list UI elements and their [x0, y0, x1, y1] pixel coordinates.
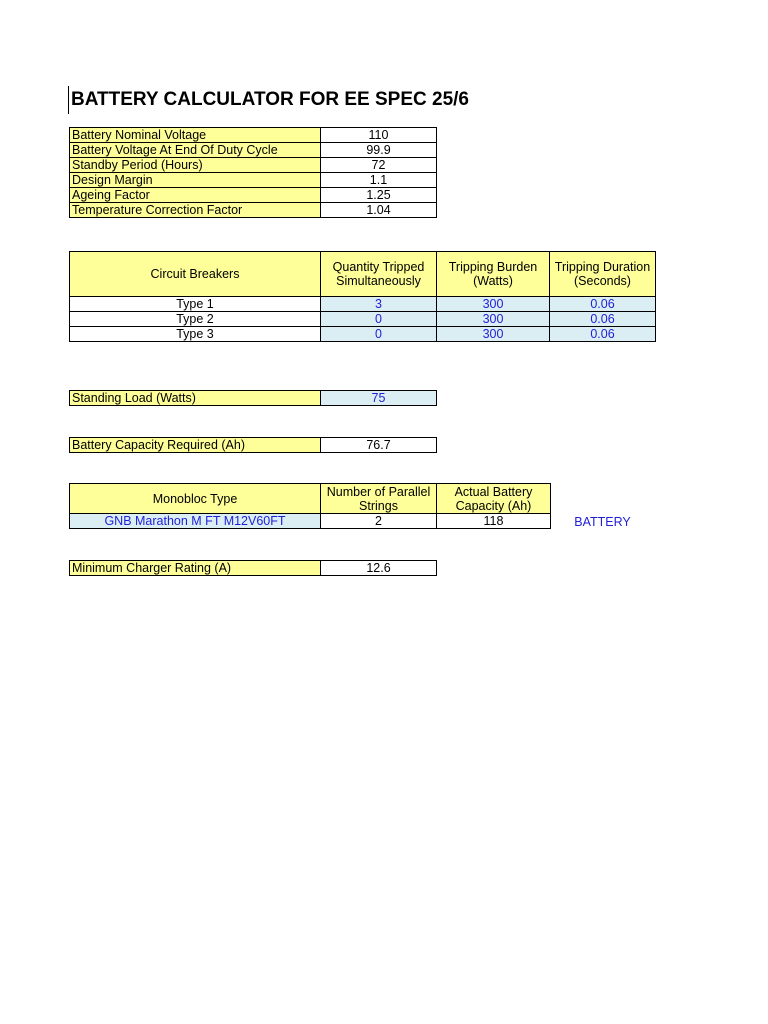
standing-load-table [69, 390, 437, 406]
breaker-type: Type 2 [70, 312, 321, 327]
breaker-burden-input[interactable]: 300 [437, 312, 550, 327]
header-monobloc-type: Monobloc Type [70, 484, 321, 514]
param-label: Temperature Correction Factor [70, 203, 321, 218]
header-tripping-duration: Tripping Duration (Seconds) [550, 252, 656, 297]
capacity-required-table [69, 437, 437, 453]
table-row [70, 438, 437, 453]
breaker-type: Type 1 [70, 297, 321, 312]
table-header-row [70, 484, 551, 514]
table-row [70, 173, 437, 188]
capacity-required-value: 76.7 [321, 438, 437, 453]
standing-load-label: Standing Load (Watts) [70, 391, 321, 406]
param-label: Battery Voltage At End Of Duty Cycle [70, 143, 321, 158]
charger-rating-label: Minimum Charger Rating (A) [70, 561, 321, 576]
param-label: Battery Nominal Voltage [70, 128, 321, 143]
charger-rating-table [69, 560, 437, 576]
header-quantity-tripped: Quantity Tripped Simultaneously [321, 252, 437, 297]
param-label: Design Margin [70, 173, 321, 188]
breaker-burden-input[interactable]: 300 [437, 327, 550, 342]
breaker-burden-input[interactable]: 300 [437, 297, 550, 312]
standing-load-input[interactable]: 75 [321, 391, 437, 406]
breaker-duration-input[interactable]: 0.06 [550, 297, 656, 312]
table-row [70, 188, 437, 203]
table-row [70, 327, 656, 342]
table-row [70, 158, 437, 173]
charger-rating-value: 12.6 [321, 561, 437, 576]
table-header-row [70, 252, 656, 297]
breaker-duration-input[interactable]: 0.06 [550, 327, 656, 342]
param-label: Ageing Factor [70, 188, 321, 203]
table-row [70, 312, 656, 327]
param-value[interactable]: 72 [321, 158, 437, 173]
breaker-type: Type 3 [70, 327, 321, 342]
header-parallel-strings: Number of Parallel Strings [321, 484, 437, 514]
table-row [70, 203, 437, 218]
table-row [70, 143, 437, 158]
breaker-qty-input[interactable]: 0 [321, 312, 437, 327]
table-row [70, 128, 437, 143]
param-value[interactable]: 1.04 [321, 203, 437, 218]
battery-status-text: BATTERY [574, 515, 631, 529]
table-row [70, 561, 437, 576]
table-row [70, 391, 437, 406]
page-title: BATTERY CALCULATOR FOR EE SPEC 25/6 [68, 86, 469, 114]
header-actual-capacity: Actual Battery Capacity (Ah) [437, 484, 551, 514]
monobloc-table [69, 483, 551, 529]
monobloc-type-select[interactable]: GNB Marathon M FT M12V60FT [70, 514, 321, 529]
param-value[interactable]: 110 [321, 128, 437, 143]
capacity-required-label: Battery Capacity Required (Ah) [70, 438, 321, 453]
table-row [70, 514, 551, 529]
table-row [70, 297, 656, 312]
actual-capacity-value: 118 [437, 514, 551, 529]
circuit-breakers-table [69, 251, 656, 342]
header-circuit-breakers: Circuit Breakers [70, 252, 321, 297]
param-value[interactable]: 1.1 [321, 173, 437, 188]
breaker-qty-input[interactable]: 0 [321, 327, 437, 342]
param-value[interactable]: 1.25 [321, 188, 437, 203]
breaker-duration-input[interactable]: 0.06 [550, 312, 656, 327]
breaker-qty-input[interactable]: 3 [321, 297, 437, 312]
header-tripping-burden: Tripping Burden (Watts) [437, 252, 550, 297]
parameters-table [69, 127, 437, 218]
param-label: Standby Period (Hours) [70, 158, 321, 173]
param-value[interactable]: 99.9 [321, 143, 437, 158]
parallel-strings-value: 2 [321, 514, 437, 529]
